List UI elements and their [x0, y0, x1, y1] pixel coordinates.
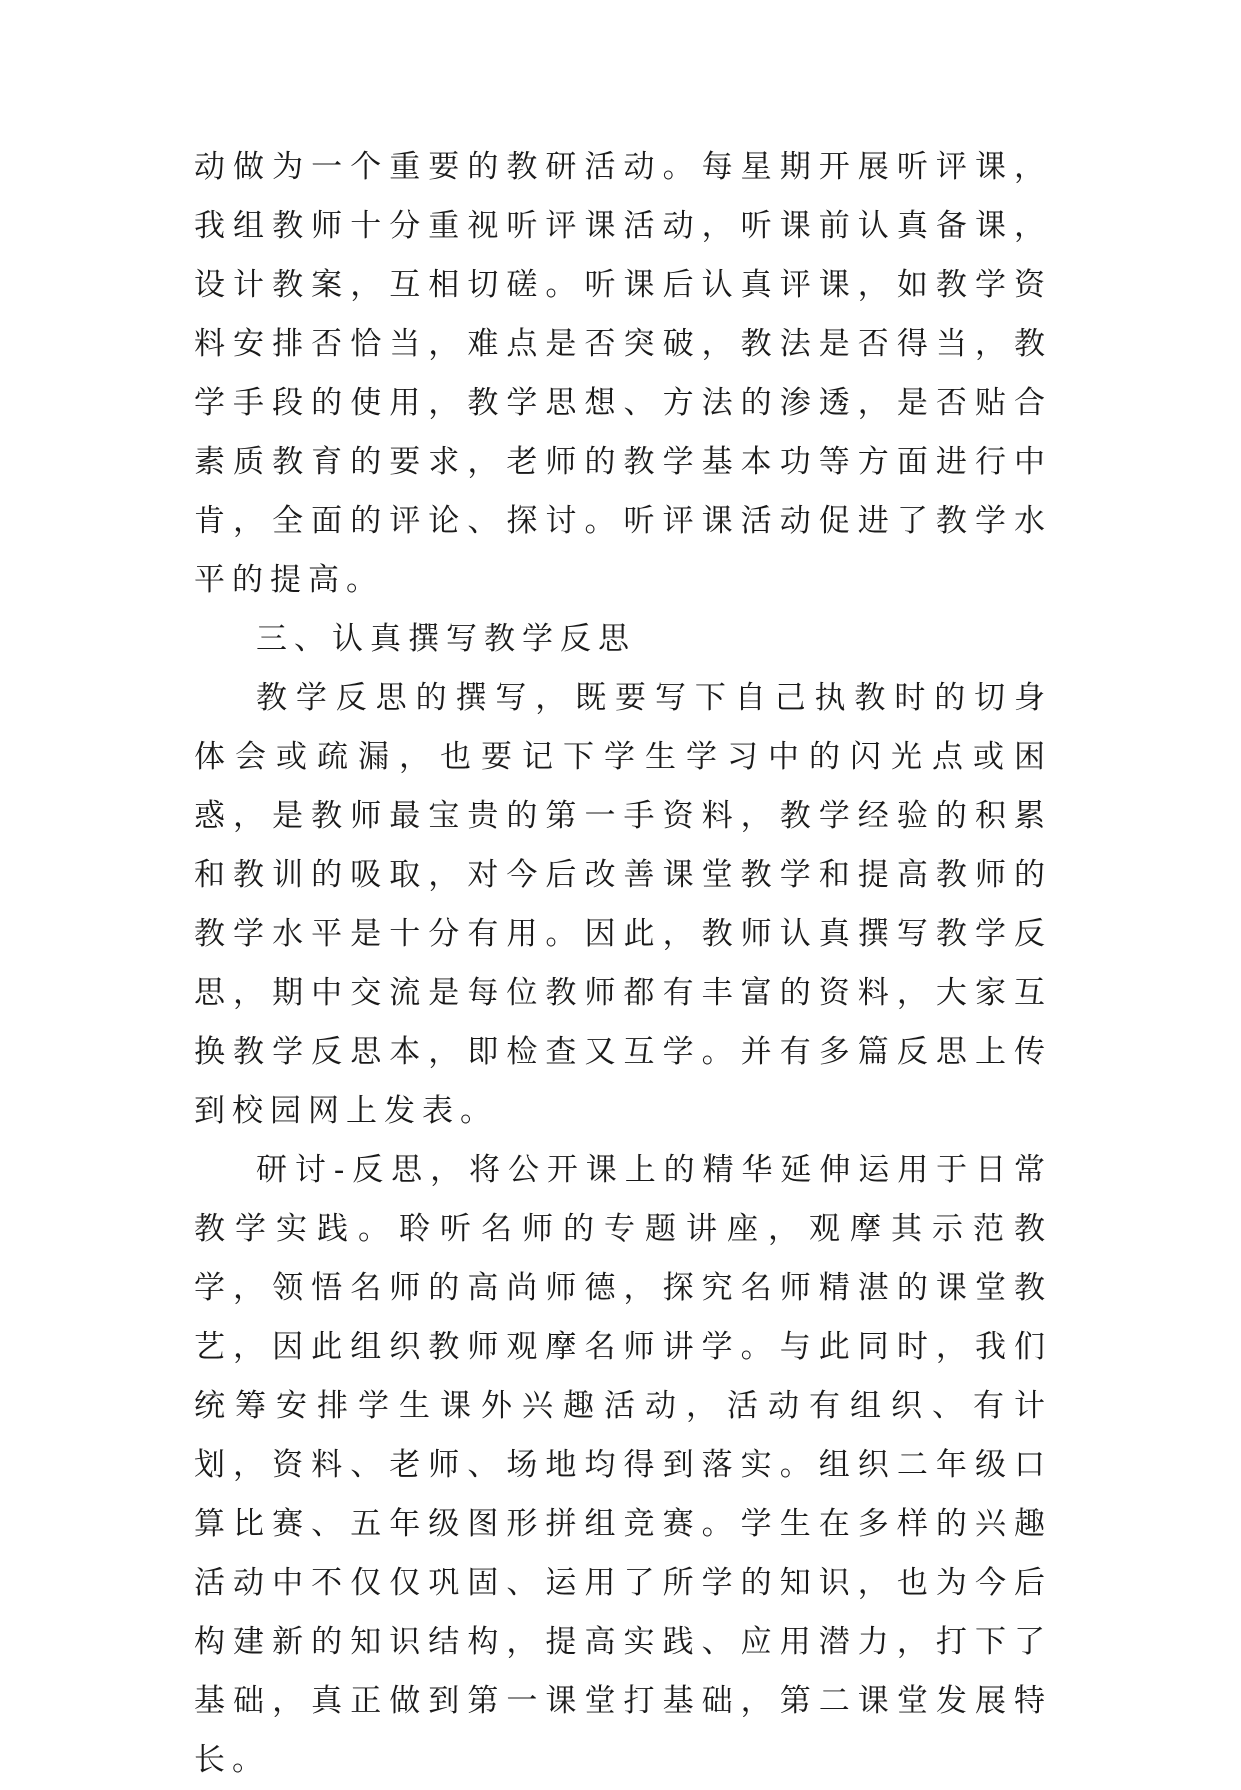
document-body	[194, 138, 1052, 1790]
paragraph-research: 研讨-反思，将公开课上的精华延伸运用于日常教学实践。聆听名师的专题讲座，观摩其示范教学，领悟名师的高尚师德，探究名师精湛的课堂教艺，因此组织教师观摩名师讲学。与此同时，我们统筹安排学生课外兴趣活动，活动有组织、有计划，资料、老师、场地均得到落实。组织二年级口算比赛、五年级图形拼组竞赛。学生在多样的兴趣活动中不仅仅巩固、运用了所学的知识，也为今后构建新的知识结构，提高实践、应用潜力，打下了基础，真正做到第一课堂打基础，第二课堂发展特长。	[194, 1152, 1052, 1778]
paragraph-reflection: 教学反思的撰写，既要写下自己执教时的切身体会或疏漏，也要记下学生学习中的闪光点或困惑，是教师最宝贵的第一手资料，教学经验的积累和教训的吸取，对今后改善课堂教学和提高教师的教学水平是十分有用。因此，教师认真撰写教学反思，期中交流是每位教师都有丰富的资料，大家互换教学反思本，即检查又互学。并有多篇反思上传到校园网上发表。	[194, 680, 1052, 1129]
paragraph-continuation: 动做为一个重要的教研活动。每星期开展听评课，我组教师十分重视听评课活动，听课前认真备课，设计教案，互相切磋。听课后认真评课，如教学资料安排否恰当，难点是否突破，教法是否得当，教学手段的使用，教学思想、方法的渗透，是否贴合素质教育的要求，老师的教学基本功等方面进行中肯，全面的评论、探讨。听评课活动促进了教学水平的提高。	[194, 149, 1052, 598]
section-heading: 三、认真撰写教学反思	[256, 621, 636, 657]
